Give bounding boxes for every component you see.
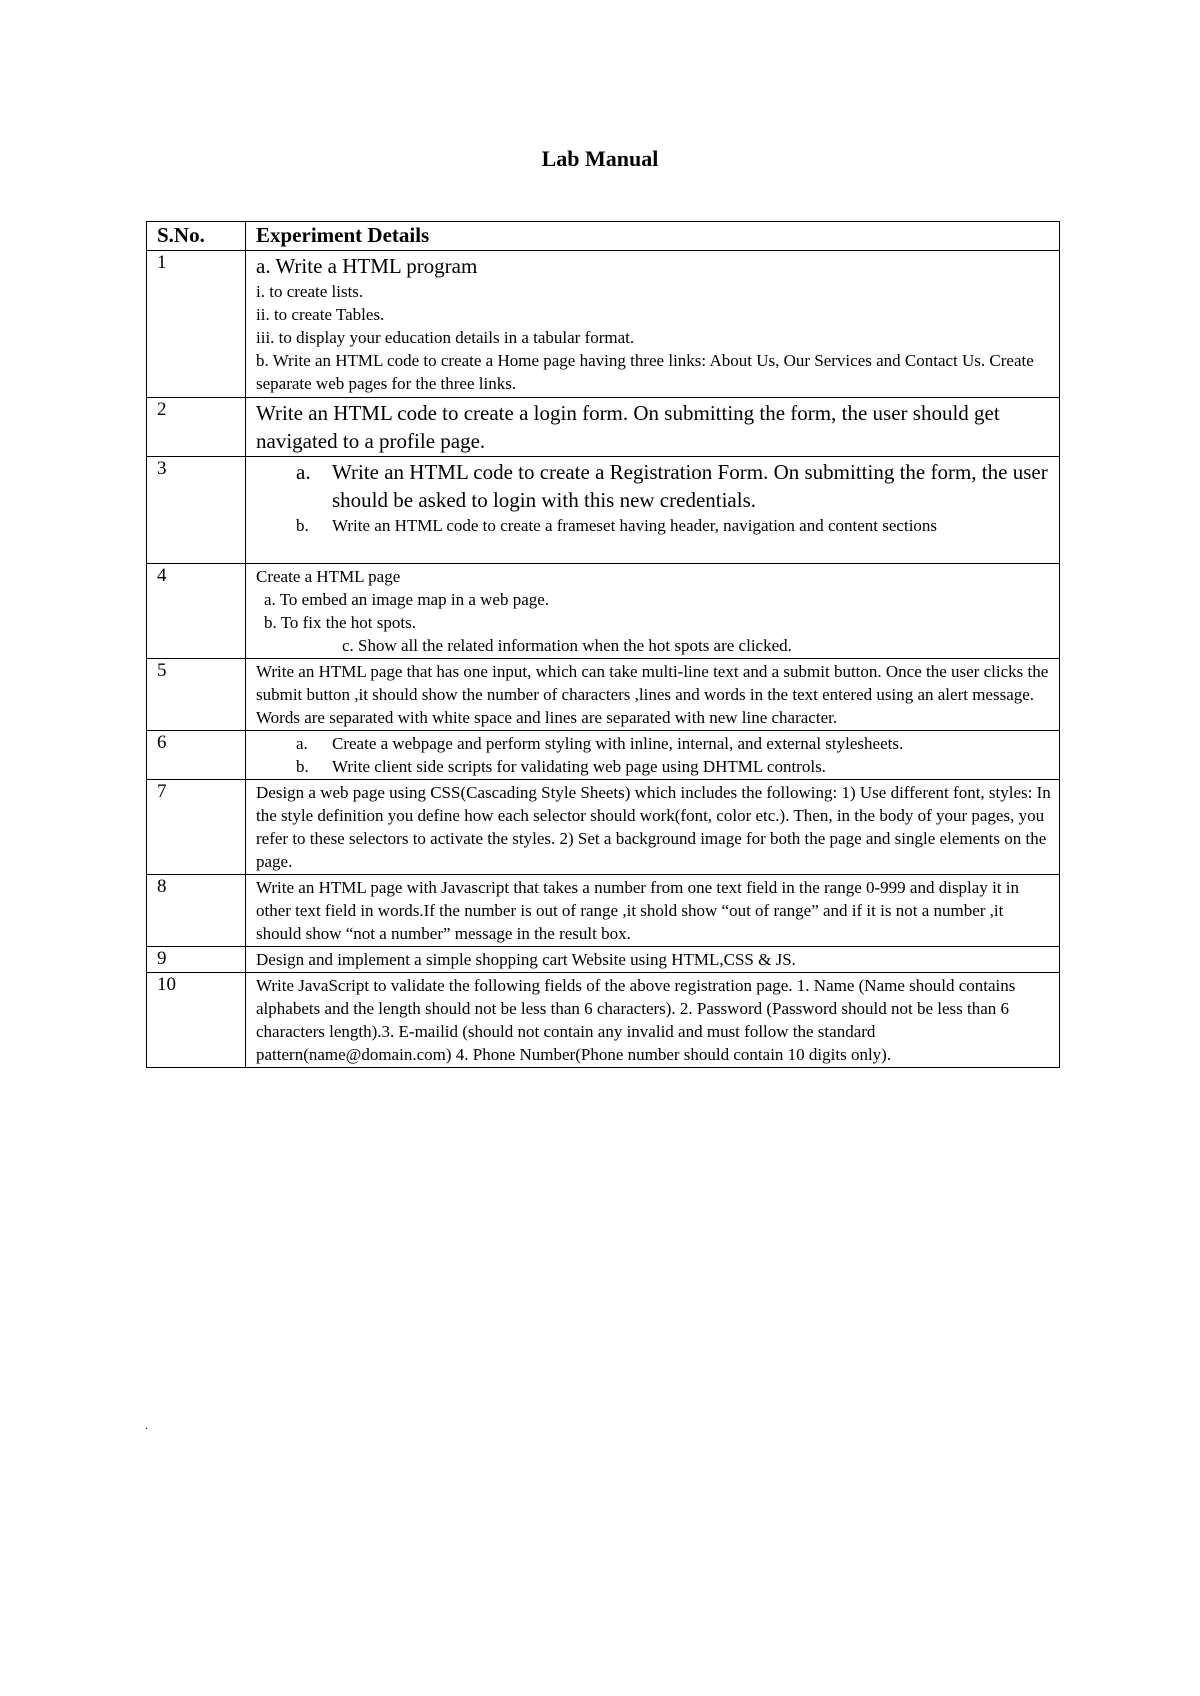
row-number: 8 — [147, 875, 246, 947]
detail-line: i. to create lists. — [256, 282, 364, 301]
footer-mark: . — [145, 1418, 148, 1432]
experiment-details — [246, 251, 1060, 398]
table-row — [147, 731, 1060, 780]
experiment-details — [246, 875, 1060, 947]
row-number: 10 — [147, 973, 246, 1068]
table-row — [147, 457, 1060, 564]
experiment-details — [246, 973, 1060, 1068]
detail-line: a. Write a HTML program — [256, 254, 478, 278]
list-label: a. — [296, 734, 308, 753]
detail-line: iii. to display your education details in a tabular format. — [256, 328, 635, 347]
row-number: 9 — [147, 947, 246, 973]
row-number: 3 — [147, 457, 246, 564]
list-label: a. — [296, 460, 311, 484]
list-item — [296, 732, 1051, 755]
table-row — [147, 875, 1060, 947]
experiment-details — [246, 659, 1060, 731]
row-number: 1 — [147, 251, 246, 398]
table-row — [147, 398, 1060, 457]
detail-line: ii. to create Tables. — [256, 305, 385, 324]
row-number: 5 — [147, 659, 246, 731]
row-number: 6 — [147, 731, 246, 780]
table-row — [147, 780, 1060, 875]
experiment-details — [246, 457, 1060, 564]
row-number: 2 — [147, 398, 246, 457]
detail-text: Write an HTML code to create a login form. On submitting the form, the user should get navigated to a profile page. — [256, 401, 1000, 453]
list-text: Write an HTML code to create a frameset having header, navigation and content sections — [332, 516, 938, 535]
experiment-details — [246, 564, 1060, 659]
table-row — [147, 251, 1060, 398]
list-item — [296, 458, 1051, 514]
table-row — [147, 947, 1060, 973]
list-label: b. — [296, 516, 309, 535]
experiments-table — [146, 221, 1060, 1068]
detail-text: Write JavaScript to validate the following fields of the above registration page. 1. Name (Name should contains alphabets and the length should not be less than 6 characters). 2. Password (Password should not be less than 6 characters length).3. E-mailid (should not contain any invalid and must follow the standard pattern(name@domain.com) 4. Phone Number(Phone number should contain 10 digits only). — [256, 976, 1016, 1064]
details-header: Experiment Details — [246, 222, 1060, 251]
page-title: Lab Manual — [541, 146, 659, 171]
experiment-details — [246, 398, 1060, 457]
detail-line: Create a HTML page — [256, 567, 401, 586]
table-header-row — [147, 222, 1060, 251]
list-text: Write client side scripts for validating web page using DHTML controls. — [332, 757, 826, 776]
detail-text: Write an HTML page that has one input, which can take multi-line text and a submit button. Once the user clicks the submit button ,it should show the number of characters ,lines and words in the text entered using an alert message. Words are separated with white space and lines are separated with new line character. — [256, 662, 1049, 727]
sno-header: S.No. — [147, 222, 246, 251]
detail-line: c. Show all the related information when the hot spots are clicked. — [342, 636, 792, 655]
table-row — [147, 564, 1060, 659]
detail-line: a. To embed an image map in a web page. — [264, 590, 550, 609]
table-row — [147, 659, 1060, 731]
detail-line: b. To fix the hot spots. — [264, 613, 416, 632]
detail-text: Design and implement a simple shopping cart Website using HTML,CSS & JS. — [256, 950, 796, 969]
list-item — [296, 755, 1051, 778]
experiment-details — [246, 780, 1060, 875]
experiment-details — [246, 731, 1060, 780]
row-number: 4 — [147, 564, 246, 659]
list-label: b. — [296, 757, 309, 776]
list-text: Write an HTML code to create a Registration Form. On submitting the form, the user should be asked to login with this new credentials. — [332, 460, 1048, 512]
list-item — [296, 514, 1051, 537]
detail-text: Write an HTML page with Javascript that takes a number from one text field in the range 0-999 and display it in other text field in words.If the number is out of range ,it shold show “out of range” and if it is not a number ,it should show “not a number” message in the result box. — [256, 878, 1019, 943]
row-number: 7 — [147, 780, 246, 875]
list-text: Create a webpage and perform styling with inline, internal, and external stylesheets. — [332, 734, 904, 753]
table-row — [147, 973, 1060, 1068]
detail-line: b. Write an HTML code to create a Home page having three links: About Us, Our Services and Contact Us. Create separate web pages for the three links. — [256, 351, 1034, 393]
detail-text: Design a web page using CSS(Cascading Style Sheets) which includes the following: 1) Use different font, styles: In the style definition you define how each selector should work(font, color etc.). Then, in the body of your pages, you refer to these selectors to activate the styles. 2) Set a background image for both the page and single elements on the page. — [256, 783, 1051, 871]
experiment-details — [246, 947, 1060, 973]
